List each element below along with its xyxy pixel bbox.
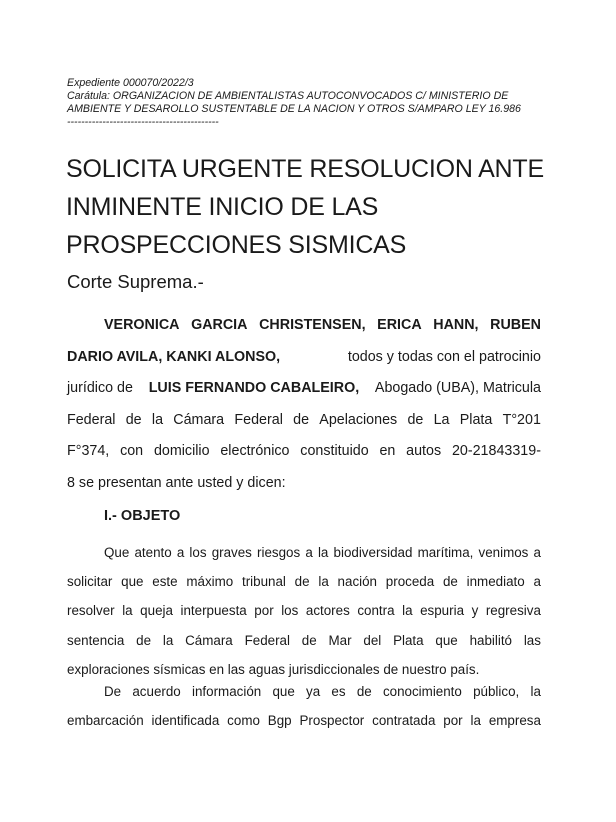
word: ya: [306, 684, 321, 699]
word: Que: [104, 545, 130, 560]
title-line-2: INMINENTE INICIO DE LAS: [66, 193, 379, 221]
word: autos: [406, 443, 442, 459]
word: espuria: [420, 603, 465, 619]
word: a: [533, 574, 541, 590]
paragraph-line: [67, 626, 541, 655]
title-line-1: SOLICITA URGENTE RESOLUCION ANTE: [66, 155, 544, 183]
word: De: [104, 684, 122, 699]
paragraph-line: [67, 706, 541, 735]
word: los: [281, 603, 299, 619]
word: a: [533, 545, 541, 560]
document-title: [66, 150, 546, 264]
word: con: [120, 443, 144, 459]
name-word: HANN,: [433, 317, 479, 333]
word: que: [435, 632, 458, 648]
word: identificada: [151, 713, 220, 728]
word: máximo: [186, 574, 234, 590]
word: la: [151, 411, 164, 428]
intro-line-6: 8 se presentan ante usted y dicen:: [67, 474, 286, 491]
word: riesgos: [257, 545, 301, 560]
word: queja: [140, 603, 173, 619]
word: de: [407, 411, 424, 428]
intro-line-5: [67, 436, 541, 468]
word: la: [470, 713, 481, 728]
word: del: [363, 632, 382, 648]
word: de: [301, 632, 317, 648]
word: constituido: [300, 443, 369, 459]
word: empresa: [488, 713, 541, 728]
word: de: [293, 411, 310, 428]
word: los: [189, 545, 207, 560]
word: público,: [473, 684, 520, 699]
word: F°374,: [67, 443, 110, 459]
case-caption-line-2: AMBIENTE Y DESAROLLO SUSTENTABLE DE LA NACION Y OTROS S/AMPARO LEY 16.986: [67, 103, 521, 115]
word: la: [122, 603, 133, 619]
paragraph-line: [67, 538, 541, 567]
word: la: [162, 632, 174, 648]
word: la: [317, 545, 329, 560]
intro-text: jurídico de: [67, 380, 133, 396]
word: biodiversidad: [333, 545, 413, 560]
word: La: [433, 411, 450, 428]
word: Federal: [67, 411, 116, 428]
intro-paragraph: [67, 310, 541, 499]
word: T°201: [502, 411, 541, 428]
word: resolver: [67, 603, 115, 619]
word: es: [331, 684, 346, 699]
word: conocimiento: [382, 684, 462, 699]
word: atento: [134, 545, 172, 560]
word: habilitó: [469, 632, 512, 648]
word: Prospector: [299, 713, 365, 728]
intro-line-2: [67, 342, 541, 374]
word: Federal: [234, 411, 283, 428]
paragraph-line: [67, 567, 541, 596]
word: Mar: [328, 632, 352, 648]
word: Plata: [393, 632, 424, 648]
intro-text: Abogado (UBA), Matricula: [374, 380, 541, 396]
paragraph-line: exploraciones sísmicas en las aguas jurisdiccionales de nuestro país.: [67, 661, 480, 677]
word: venimos: [478, 545, 529, 560]
word: y: [471, 603, 479, 619]
word: domicilio: [153, 443, 210, 459]
word: la: [530, 684, 541, 699]
word: Plata: [459, 411, 493, 428]
name-word: ERICA: [377, 317, 422, 333]
name-word: GARCIA: [191, 317, 248, 333]
paragraph-line: [67, 596, 541, 625]
word: marítima,: [417, 545, 474, 560]
word: nación: [337, 574, 378, 590]
name-word: CHRISTENSEN,: [259, 317, 366, 333]
word: contra: [357, 603, 395, 619]
header-separator: -------------------------------------------: [67, 116, 219, 128]
word: a: [176, 545, 185, 560]
intro-text: todos y todas con el patrocinio: [347, 348, 541, 365]
title-line-3: PROSPECCIONES SISMICAS: [66, 231, 407, 259]
word: Bgp: [267, 713, 292, 728]
section-title: I.- OBJETO: [104, 508, 181, 524]
word: graves: [211, 545, 252, 560]
name-word: RUBEN: [490, 317, 541, 333]
word: por: [254, 603, 274, 619]
names-bold: DARIO AVILA, KANKI ALONSO,: [67, 348, 281, 365]
word: regresiva: [485, 603, 541, 619]
word: de: [442, 574, 458, 590]
word: de: [356, 684, 372, 699]
intro-line-1: [67, 310, 541, 342]
word: que: [272, 684, 295, 699]
case-header: [67, 77, 547, 129]
name-word: VERONICA: [104, 317, 180, 333]
word: interpuesta: [180, 603, 247, 619]
word: Federal: [244, 632, 290, 648]
word: de: [136, 632, 152, 648]
word: sentencia: [67, 632, 125, 648]
intro-line-4: [67, 405, 541, 437]
word: que: [121, 574, 144, 590]
word: la: [402, 603, 413, 619]
word: información: [192, 684, 262, 699]
case-number: Expediente 000070/2022/3: [67, 77, 194, 89]
case-caption-line-1: Carátula: ORGANIZACION DE AMBIENTALISTAS AUTOCONVOCADOS C/ MINISTERIO DE: [67, 90, 509, 102]
word: en: [379, 443, 396, 459]
word: embarcación: [67, 713, 144, 728]
paragraph-line: [67, 677, 541, 706]
word: tribunal: [241, 574, 286, 590]
lawyer-name: LUIS FERNANDO CABALEIRO,: [148, 380, 360, 396]
word: Apelaciones: [319, 411, 398, 428]
word: de: [294, 574, 310, 590]
word: de: [125, 411, 142, 428]
word: las: [523, 632, 541, 648]
word: la: [318, 574, 329, 590]
word: 20-21843319-: [451, 443, 541, 459]
second-paragraph: [67, 677, 541, 735]
word: este: [152, 574, 178, 590]
word: solicitar: [67, 574, 113, 590]
word: Cámara: [173, 411, 225, 428]
word: Cámara: [185, 632, 233, 648]
word: como: [227, 713, 260, 728]
objeto-paragraph: [67, 538, 541, 684]
word: acuerdo: [132, 684, 181, 699]
word: electrónico: [220, 443, 290, 459]
word: actores: [305, 603, 350, 619]
word: a: [305, 545, 313, 560]
word: inmediato: [466, 574, 525, 590]
intro-line-3: [67, 373, 541, 405]
word: por: [443, 713, 463, 728]
addressee: Corte Suprema.-: [67, 271, 204, 292]
word: contratada: [372, 713, 436, 728]
word: proceda: [385, 574, 435, 590]
